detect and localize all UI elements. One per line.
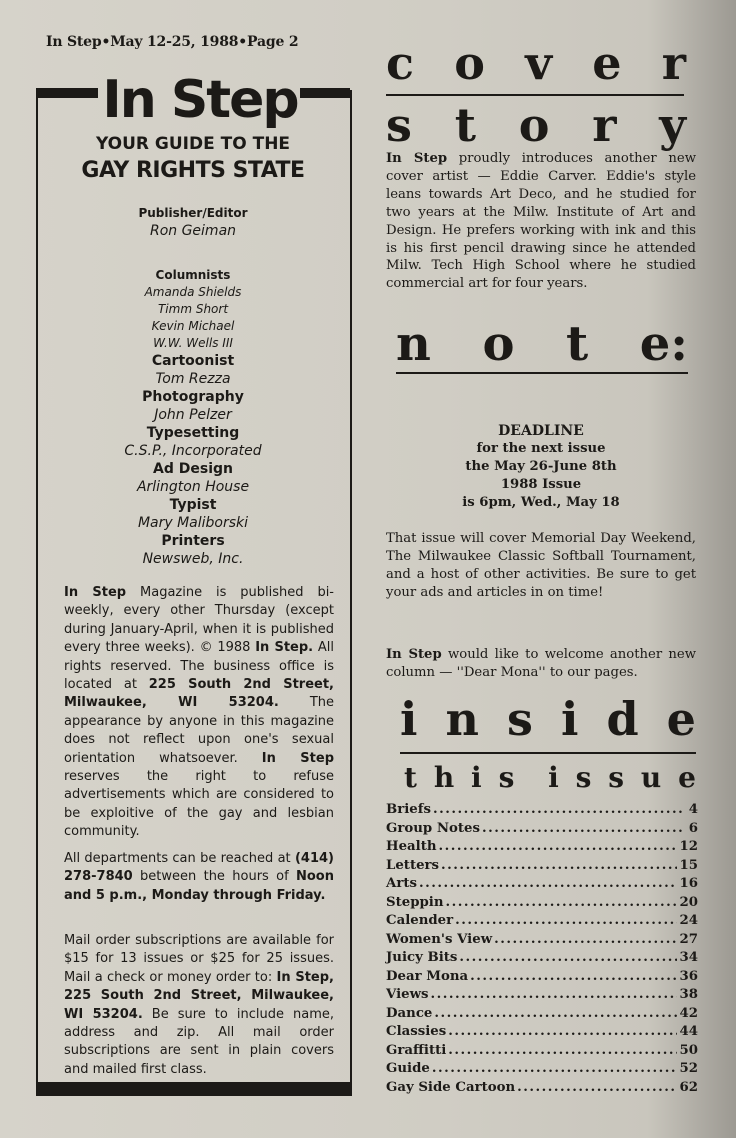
toc-leader: [432, 1061, 678, 1076]
credit-name: John Pelzer: [154, 407, 232, 423]
toc-row: [386, 1080, 698, 1099]
body-text: Mail order subscriptions are available for $15 for 13 issues or $25 for 25 issues. Mail a check or money order to:: [64, 933, 334, 985]
body-text: The appearance by anyone in this magazine does not reflect upon one's sexual orientation whatsoever.: [64, 695, 334, 766]
credit-name: Tom Rezza: [155, 371, 231, 387]
body-text: would like to welcome another new column — ''Dear Mona'' to our pages.: [386, 647, 697, 680]
toc-title: Women's View: [386, 931, 493, 947]
heading-letter: n: [445, 692, 479, 746]
heading-rule: [400, 752, 696, 754]
contact-notice: [64, 850, 334, 905]
toc-page-number: 62: [679, 1079, 698, 1095]
masthead-tagline: YOUR GUIDE TO THE: [95, 134, 291, 154]
toc-title: Group Notes: [386, 820, 480, 836]
toc-title: Juicy Bits: [386, 950, 458, 965]
table-of-contents: [386, 802, 698, 1098]
cover-story-text: [386, 150, 696, 293]
toc-title: Calender: [386, 913, 454, 928]
deadline-line: 1988 Issue: [500, 477, 582, 492]
heading-letter: e: [666, 692, 696, 746]
credit-role: Publisher/Editor: [138, 206, 248, 220]
toc-page-number: 6: [688, 820, 698, 836]
heading-rule: [386, 94, 684, 96]
heading-letter: i: [560, 692, 579, 746]
toc-row: [386, 969, 698, 988]
toc-row: [386, 1043, 698, 1062]
credit-name: W.W. Wells III: [153, 336, 233, 350]
toc-page-number: 16: [679, 876, 698, 891]
toc-title: Dance: [386, 1005, 433, 1021]
toc-leader: [459, 950, 677, 965]
bold-text: In Step.: [255, 640, 314, 656]
toc-page-number: 50: [679, 1042, 698, 1058]
heading-letter: e: [592, 36, 622, 90]
toc-row: [386, 895, 698, 914]
credit-name: C.S.P., Incorporated: [124, 443, 262, 459]
bold-text: In Step: [386, 647, 442, 662]
body-text: reserves the right to refuse advertisements which are considered to be exploitive of the gay and lesbian community.: [64, 769, 334, 840]
toc-title: Health: [386, 839, 437, 854]
heading-letter: i: [471, 761, 482, 794]
toc-page-number: 27: [679, 931, 698, 947]
bold-text: In Step: [261, 750, 334, 766]
credit-name: Timm Short: [157, 302, 229, 316]
heading-letter: s: [386, 98, 412, 152]
bold-text: In Step: [64, 585, 127, 600]
toc-leader: [431, 987, 678, 1002]
toc-title: Briefs: [386, 802, 431, 817]
body-text: Be sure to include name, address and zip. All mail order subscriptions are sent in plain covers and mailed first class.: [64, 1006, 334, 1077]
toc-leader: [446, 895, 678, 910]
toc-row: [386, 1006, 698, 1025]
credit-name: Mary Maliborski: [137, 515, 249, 531]
toc-row: [386, 858, 698, 877]
toc-row: [386, 839, 698, 858]
toc-page-number: 34: [679, 950, 698, 965]
heading-letter: s: [608, 761, 624, 794]
toc-page-number: 52: [679, 1061, 698, 1076]
heading-letter: t: [404, 761, 417, 794]
note-heading: [396, 316, 688, 372]
heading-letter: s: [575, 761, 592, 794]
toc-title: Gay Side Cartoon: [386, 1079, 516, 1095]
heading-letter: d: [606, 692, 639, 746]
office-hours: Noon and 5 p.m., Monday through Friday.: [64, 869, 334, 903]
toc-page-number: 38: [679, 987, 698, 1002]
body-text: proudly introduces another new cover artist — Eddie Carver. Eddie's style leans towards Art Deco, and he studied for two years at the Milw. Institute of Art and Design. He prefers working with ink and this is his first pencil drawing since he attended Milw. Tech High School where he studied commercial art for four years.: [386, 151, 696, 292]
heading-letter: n: [396, 316, 431, 372]
toc-row: [386, 1024, 698, 1043]
heading-letter: s: [507, 692, 533, 746]
toc-page-number: 4: [688, 802, 698, 817]
credit-role: Cartoonist: [151, 353, 235, 369]
toc-row: [386, 876, 698, 895]
heading-letter: t: [566, 316, 589, 372]
deadline-line: for the next issue: [476, 441, 606, 456]
phone-number: (414) 278-7840: [64, 851, 334, 885]
credit-role: Typist: [169, 497, 217, 513]
toc-title: Arts: [386, 876, 417, 891]
credit-role: Photography: [142, 389, 244, 405]
issue-preview-text: That issue will cover Memorial Day Weekend, The Milwaukee Classic Softball Tournament, and a host of other activities. Be sure to get your ads and articles in on time!: [386, 531, 696, 600]
credit-name: Ron Geiman: [149, 223, 237, 239]
toc-leader: [517, 1080, 677, 1095]
deadline-notice: [386, 422, 696, 512]
cover-heading: [386, 36, 686, 90]
heading-letter: e: [678, 761, 696, 794]
heading-letter: v: [525, 36, 552, 90]
heading-letter: e:: [639, 316, 688, 372]
heading-letter: i: [400, 692, 418, 746]
credit-name: Arlington House: [136, 479, 250, 495]
toc-leader: [441, 858, 677, 873]
body-text: All departments can be reached at: [64, 851, 295, 866]
masthead-rule-right: [300, 88, 350, 98]
body-text: All rights reserved. The business office is located at: [64, 640, 334, 693]
credit-role: Ad Design: [153, 461, 233, 477]
masthead-tagline-state: GAY RIGHTS STATE: [81, 158, 305, 183]
masthead-rule-left: [36, 88, 98, 98]
staff-credits: [38, 204, 348, 568]
toc-title: Guide: [386, 1061, 430, 1076]
credit-name: Kevin Michael: [151, 319, 235, 333]
credit-role: Printers: [161, 533, 225, 549]
story-heading: [386, 98, 686, 152]
toc-title: Dear Mona: [386, 968, 469, 984]
credit-role: Typesetting: [146, 425, 240, 441]
bold-text: In Step: [386, 151, 448, 166]
body-text: between the hours of: [132, 869, 296, 885]
toc-leader: [448, 1043, 677, 1058]
toc-row: [386, 821, 698, 840]
masthead-rule-bottom: [36, 1082, 352, 1096]
toc-title: Views: [386, 987, 429, 1002]
toc-leader: [433, 802, 682, 817]
toc-title: Letters: [386, 857, 440, 873]
heading-letter: y: [659, 98, 686, 152]
toc-leader: [494, 932, 677, 947]
heading-letter: r: [661, 36, 686, 90]
subscription-notice: [64, 932, 334, 1079]
heading-letter: i: [548, 761, 559, 794]
toc-page-number: 15: [679, 857, 698, 873]
heading-letter: r: [592, 98, 617, 152]
welcome-text: [386, 646, 696, 682]
toc-row: [386, 932, 698, 951]
credit-role: Columnists: [155, 268, 231, 282]
toc-page-number: 24: [679, 913, 698, 928]
publication-notice: [64, 584, 334, 842]
toc-leader: [434, 1006, 677, 1021]
toc-leader: [470, 969, 677, 984]
business-address: 225 South 2nd Street, Milwaukee, WI 53204.: [64, 677, 334, 711]
mailing-address: In Step, 225 South 2nd Street, Milwaukee, WI 53204.: [64, 969, 334, 1022]
heading-letter: c: [386, 36, 415, 90]
heading-letter: t: [454, 98, 476, 152]
toc-leader: [439, 839, 678, 854]
heading-rule: [396, 372, 688, 374]
toc-leader: [482, 821, 682, 836]
toc-row: [386, 987, 698, 1006]
toc-leader: [419, 876, 678, 891]
heading-letter: s: [498, 761, 515, 794]
toc-leader: [455, 913, 677, 928]
heading-letter: h: [433, 761, 455, 794]
credit-name: Amanda Shields: [144, 285, 242, 299]
toc-leader: [448, 1024, 677, 1039]
heading-letter: o: [454, 36, 485, 90]
toc-page-number: 44: [679, 1024, 698, 1039]
toc-page-number: 36: [679, 968, 698, 984]
credit-name: Newsweb, Inc.: [142, 551, 244, 567]
toc-row: [386, 950, 698, 969]
toc-title: Graffitti: [386, 1042, 447, 1058]
toc-page-number: 20: [679, 894, 698, 910]
toc-page-number: 12: [679, 839, 698, 854]
toc-row: [386, 1061, 698, 1080]
heading-letter: o: [518, 98, 550, 152]
heading-letter: u: [640, 761, 662, 794]
heading-letter: o: [482, 316, 515, 372]
deadline-title: DEADLINE: [498, 423, 584, 439]
toc-page-number: 42: [679, 1005, 698, 1021]
deadline-line: is 6pm, Wed., May 18: [462, 495, 620, 510]
toc-row: [386, 913, 698, 932]
masthead-logo: In Step: [102, 70, 298, 130]
toc-title: Classies: [386, 1024, 447, 1039]
inside-heading: [400, 692, 696, 746]
body-text: Magazine is published bi-weekly, every other Thursday (except during January-April, when it is published every three weeks). © 1988: [64, 585, 334, 656]
page-header: In Step•May 12-25, 1988•Page 2: [46, 34, 299, 50]
toc-row: [386, 802, 698, 821]
this-issue-heading: [404, 761, 696, 794]
toc-title: Steppin: [386, 894, 444, 910]
deadline-line: the May 26-June 8th: [465, 459, 617, 474]
